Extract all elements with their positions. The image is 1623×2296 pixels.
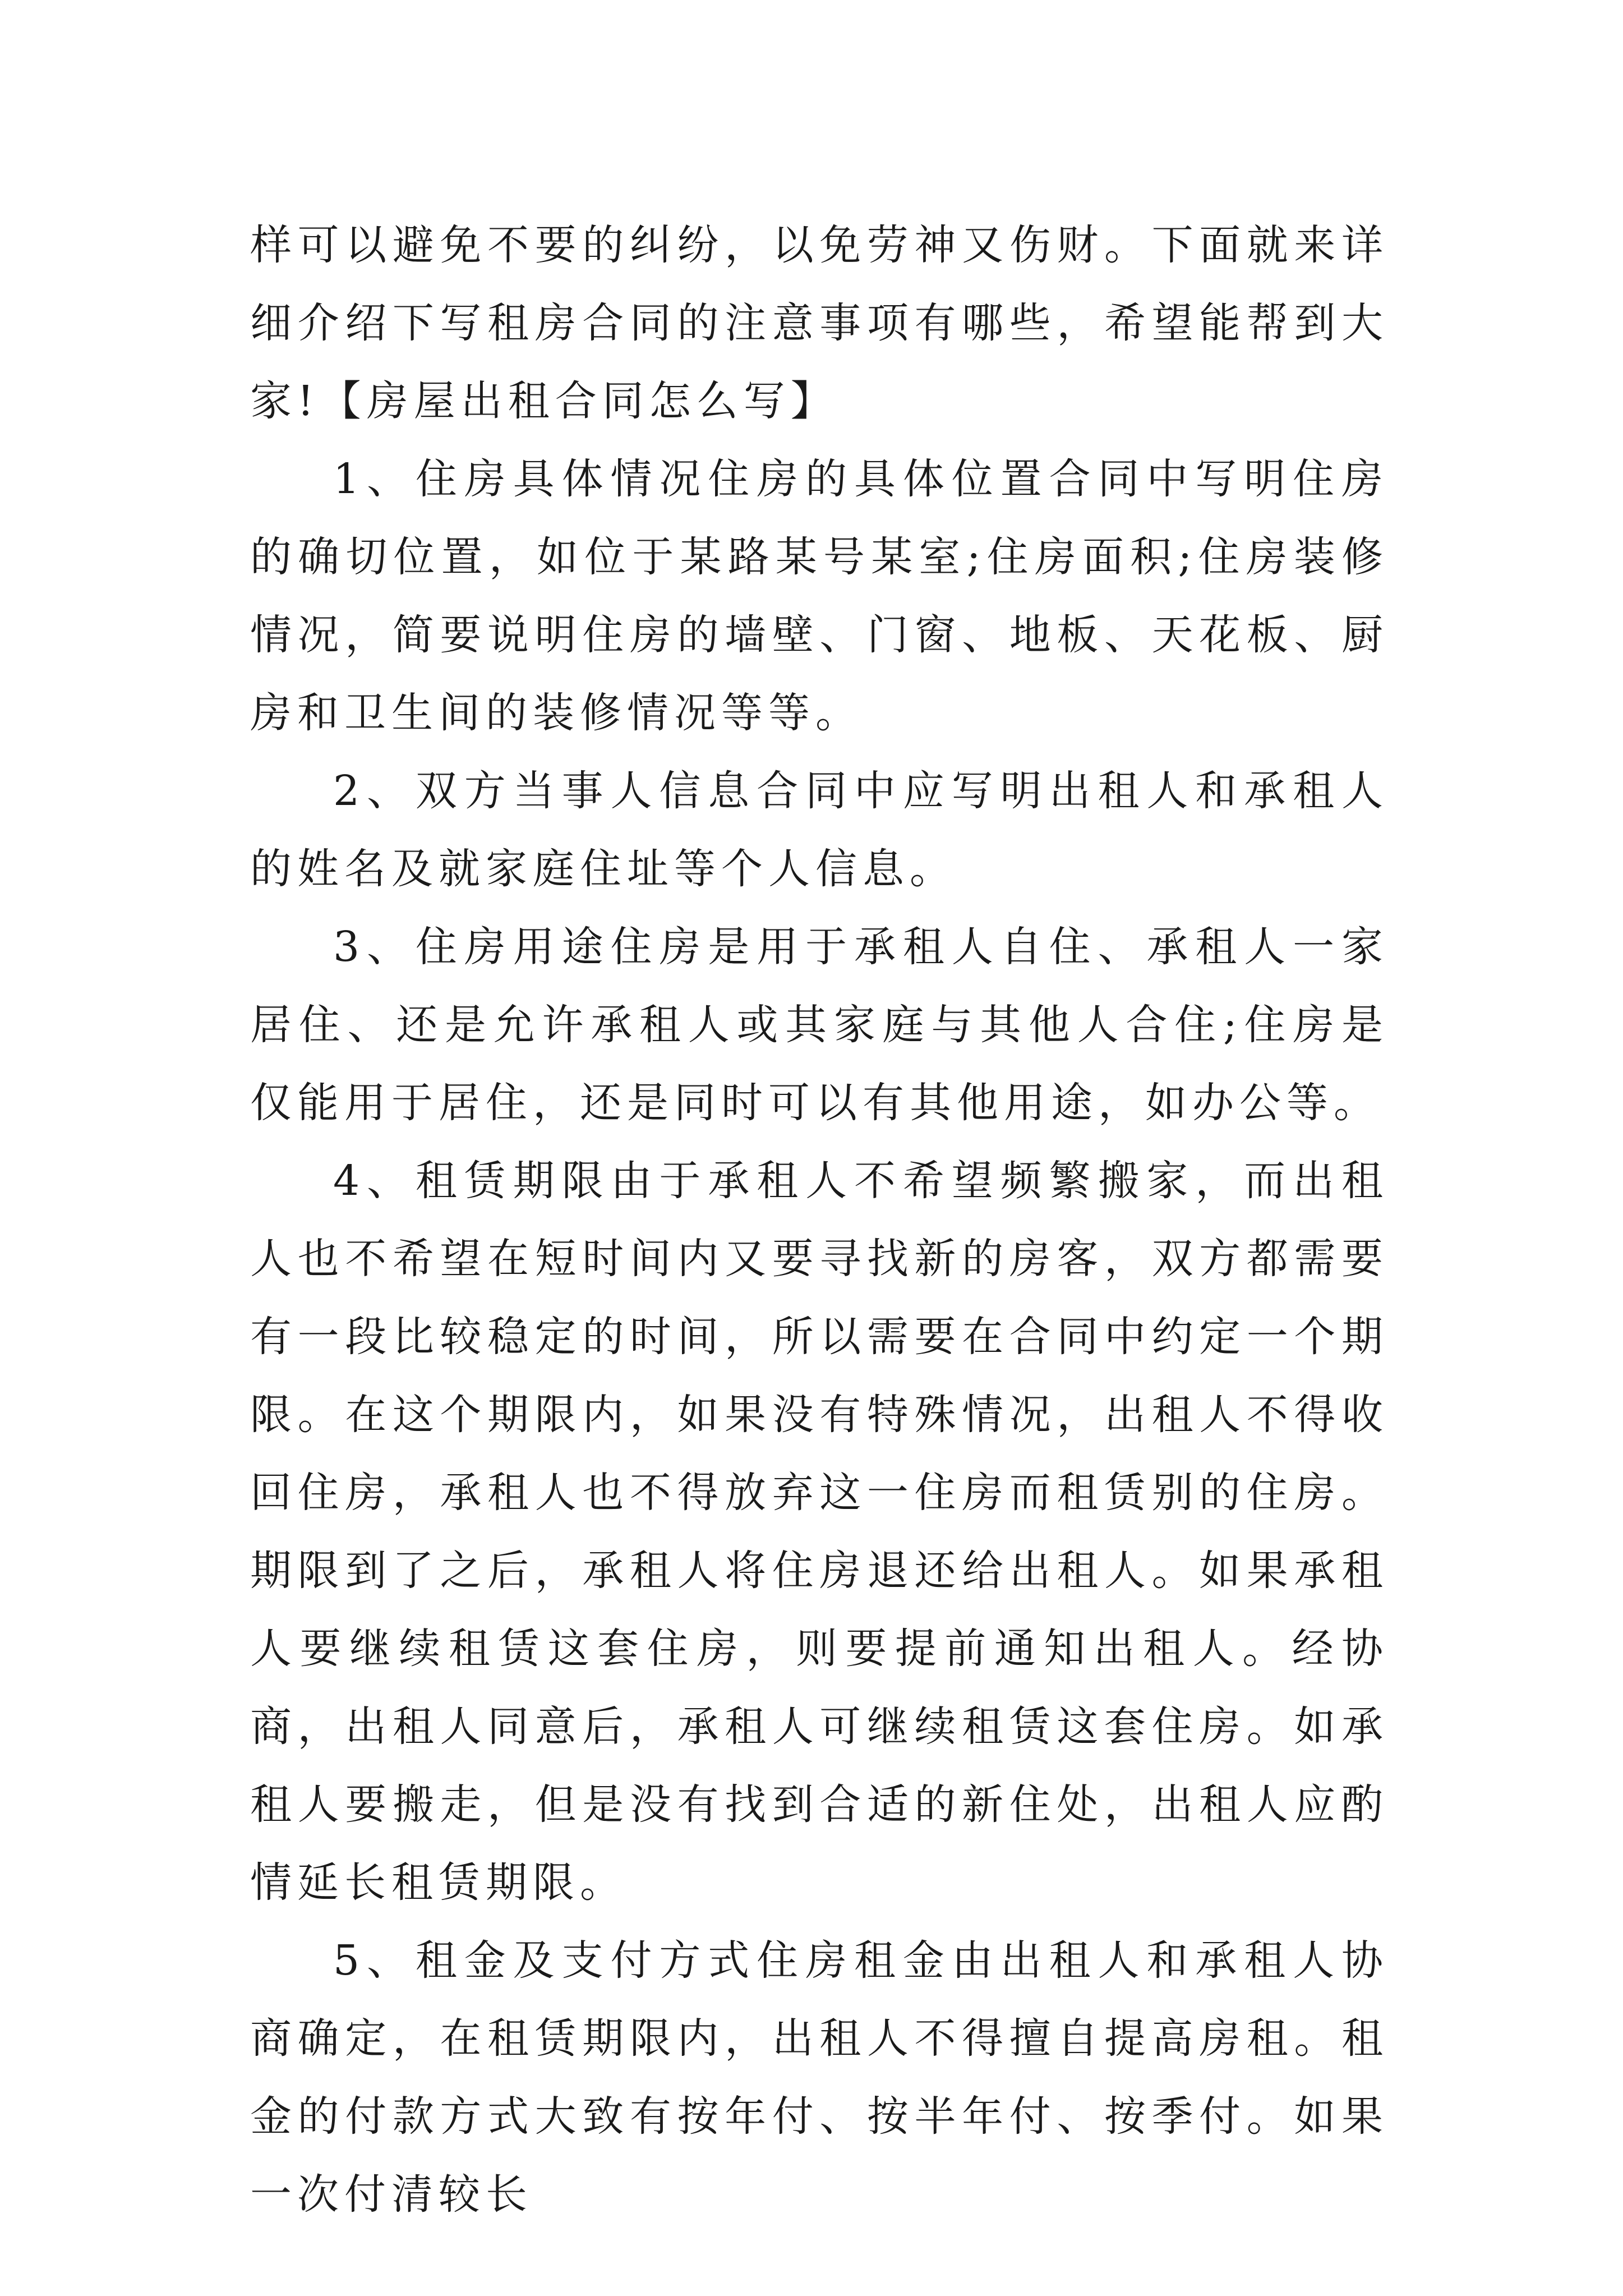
- paragraph-item-2: 2、双方当事人信息合同中应写明出租人和承租人的姓名及就家庭住址等个人信息。: [250, 767, 1389, 893]
- paragraph-item-1: 1、住房具体情况住房的具体位置合同中写明住房的确切位置，如位于某路某号某室;住房面积;住房装修情况，简要说明住房的墙壁、门窗、地板、天花板、厨房和卫生间的装修情况等等。: [250, 455, 1389, 737]
- paragraph-item-5: 5、租金及支付方式住房租金由出租人和承租人协商确定，在租赁期限内，出租人不得擅自提高房租。租金的付款方式大致有按年付、按半年付、按季付。如果一次付清较长: [250, 1936, 1389, 2219]
- paragraph-item-3: 3、住房用途住房是用于承租人自住、承租人一家居住、还是允许承租人或其家庭与其他人合住;住房是仅能用于居住，还是同时可以有其他用途，如办公等。: [250, 923, 1389, 1127]
- paragraph-item-4: 4、租赁期限由于承租人不希望频繁搬家，而出租人也不希望在短时间内又要寻找新的房客，双方都需要有一段比较稳定的时间，所以需要在合同中约定一个期限。在这个期限内，如果没有特殊情况，出租人不得收回住房，承租人也不得放弃这一住房而租赁别的住房。期限到了之后，承租人将住房退还给出租人。如果承租人要继续租赁这套住房，则要提前通知出租人。经协商，出租人同意后，承租人可继续租赁这套住房。如承租人要搬走，但是没有找到合适的新住处，出租人应酌情延长租赁期限。: [250, 1157, 1389, 1907]
- document-body: [250, 206, 1389, 2234]
- paragraph-intro: 样可以避免不要的纠纷，以免劳神又伤财。下面就来详细介绍下写租房合同的注意事项有哪些，希望能帮到大家!【房屋出租合同怎么写】: [250, 221, 1389, 425]
